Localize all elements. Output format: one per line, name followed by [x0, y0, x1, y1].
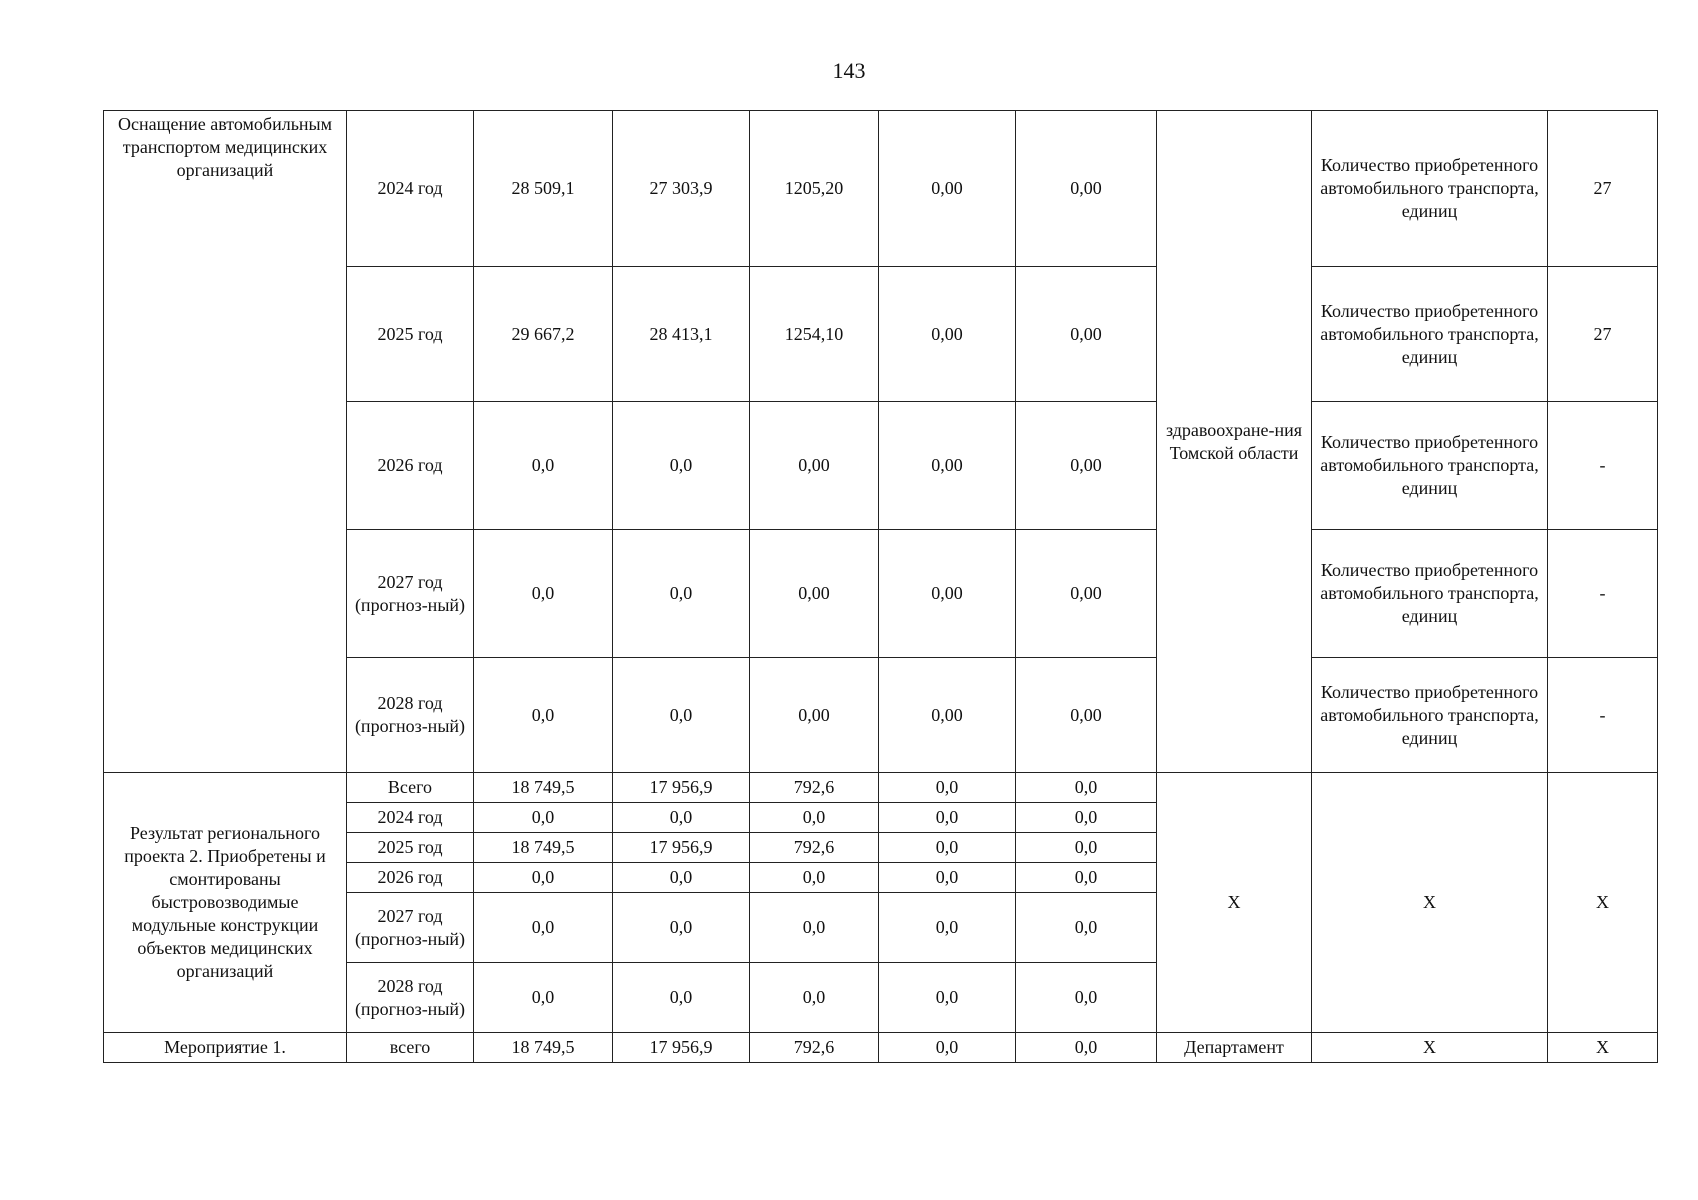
period-cell: 2025 год	[347, 833, 474, 863]
indicator-value-cell: 27	[1548, 111, 1658, 267]
period-cell: 2026 год	[347, 402, 474, 530]
value-cell: 0,0	[879, 893, 1016, 963]
department-cell: Департамент	[1157, 1033, 1312, 1063]
department-cell: Х	[1157, 773, 1312, 1033]
period-cell: 2027 год (прогноз-ный)	[347, 893, 474, 963]
value-cell: 0,0	[1016, 893, 1157, 963]
value-cell: 1205,20	[750, 111, 879, 267]
value-cell: 0,0	[1016, 1033, 1157, 1063]
indicator-cell: Количество приобретенного автомобильного транспорта, единиц	[1312, 402, 1548, 530]
value-cell: 0,0	[474, 658, 613, 773]
value-cell: 0,0	[613, 893, 750, 963]
value-cell: 0,0	[613, 402, 750, 530]
indicator-cell: Количество приобретенного автомобильного транспорта, единиц	[1312, 267, 1548, 402]
value-cell: 0,00	[750, 402, 879, 530]
value-cell: 0,00	[879, 267, 1016, 402]
budget-table	[103, 110, 1658, 1063]
value-cell: 0,0	[750, 893, 879, 963]
value-cell: 0,0	[474, 530, 613, 658]
value-cell: 0,00	[879, 402, 1016, 530]
value-cell: 0,0	[1016, 773, 1157, 803]
period-cell: 2027 год (прогноз-ный)	[347, 530, 474, 658]
value-cell: 0,0	[613, 530, 750, 658]
value-cell: 0,0	[1016, 833, 1157, 863]
table-row	[104, 773, 1658, 803]
indicator-value-cell: Х	[1548, 773, 1658, 1033]
value-cell: 0,0	[1016, 963, 1157, 1033]
period-cell: 2028 год (прогноз-ный)	[347, 658, 474, 773]
value-cell: 0,0	[474, 402, 613, 530]
period-cell: 2026 год	[347, 863, 474, 893]
value-cell: 0,0	[879, 773, 1016, 803]
period-cell: 2028 год (прогноз-ный)	[347, 963, 474, 1033]
measure-name-cell: Оснащение автомобильным транспортом медицинских организаций	[104, 111, 347, 773]
indicator-cell: Количество приобретенного автомобильного транспорта, единиц	[1312, 658, 1548, 773]
value-cell: 0,00	[1016, 111, 1157, 267]
department-cell: здравоохране-ния Томской области	[1157, 111, 1312, 773]
value-cell: 0,00	[1016, 267, 1157, 402]
value-cell: 792,6	[750, 773, 879, 803]
indicator-value-cell: Х	[1548, 1033, 1658, 1063]
indicator-cell: Х	[1312, 773, 1548, 1033]
result-name-cell: Результат регионального проекта 2. Приобретены и смонтированы быстровозводимые модульные конструкции объектов медицинских организаций	[104, 773, 347, 1033]
activity-name-cell: Мероприятие 1.	[104, 1033, 347, 1063]
value-cell: 0,0	[474, 863, 613, 893]
table-row	[104, 1033, 1658, 1063]
period-cell: Всего	[347, 773, 474, 803]
period-cell: 2025 год	[347, 267, 474, 402]
indicator-value-cell: -	[1548, 530, 1658, 658]
value-cell: 0,0	[613, 963, 750, 1033]
value-cell: 0,0	[879, 863, 1016, 893]
period-cell: 2024 год	[347, 111, 474, 267]
value-cell: 18 749,5	[474, 1033, 613, 1063]
value-cell: 0,00	[879, 658, 1016, 773]
value-cell: 0,00	[879, 111, 1016, 267]
indicator-value-cell: -	[1548, 658, 1658, 773]
value-cell: 0,0	[879, 833, 1016, 863]
value-cell: 0,0	[879, 963, 1016, 1033]
indicator-value-cell: 27	[1548, 267, 1658, 402]
period-cell: всего	[347, 1033, 474, 1063]
page-number: 143	[832, 58, 866, 83]
value-cell: 0,0	[750, 803, 879, 833]
indicator-value-cell: -	[1548, 402, 1658, 530]
value-cell: 0,0	[750, 963, 879, 1033]
value-cell: 0,0	[474, 803, 613, 833]
value-cell: 792,6	[750, 833, 879, 863]
value-cell: 18 749,5	[474, 773, 613, 803]
value-cell: 0,00	[1016, 658, 1157, 773]
value-cell: 0,00	[1016, 402, 1157, 530]
value-cell: 792,6	[750, 1033, 879, 1063]
value-cell: 29 667,2	[474, 267, 613, 402]
value-cell: 0,00	[750, 658, 879, 773]
indicator-cell: Количество приобретенного автомобильного транспорта, единиц	[1312, 530, 1548, 658]
value-cell: 0,0	[474, 893, 613, 963]
indicator-cell: Количество приобретенного автомобильного транспорта, единиц	[1312, 111, 1548, 267]
table-row	[104, 111, 1658, 267]
value-cell: 28 509,1	[474, 111, 613, 267]
value-cell: 0,0	[1016, 803, 1157, 833]
value-cell: 0,00	[879, 530, 1016, 658]
value-cell: 18 749,5	[474, 833, 613, 863]
value-cell: 0,00	[750, 530, 879, 658]
value-cell: 0,0	[750, 863, 879, 893]
value-cell: 0,0	[1016, 863, 1157, 893]
indicator-cell: Х	[1312, 1033, 1548, 1063]
value-cell: 0,0	[613, 863, 750, 893]
value-cell: 17 956,9	[613, 1033, 750, 1063]
value-cell: 17 956,9	[613, 773, 750, 803]
value-cell: 0,0	[879, 1033, 1016, 1063]
value-cell: 28 413,1	[613, 267, 750, 402]
value-cell: 27 303,9	[613, 111, 750, 267]
value-cell: 0,00	[1016, 530, 1157, 658]
value-cell: 1254,10	[750, 267, 879, 402]
value-cell: 0,0	[474, 963, 613, 1033]
value-cell: 0,0	[613, 658, 750, 773]
period-cell: 2024 год	[347, 803, 474, 833]
value-cell: 0,0	[613, 803, 750, 833]
value-cell: 0,0	[879, 803, 1016, 833]
value-cell: 17 956,9	[613, 833, 750, 863]
